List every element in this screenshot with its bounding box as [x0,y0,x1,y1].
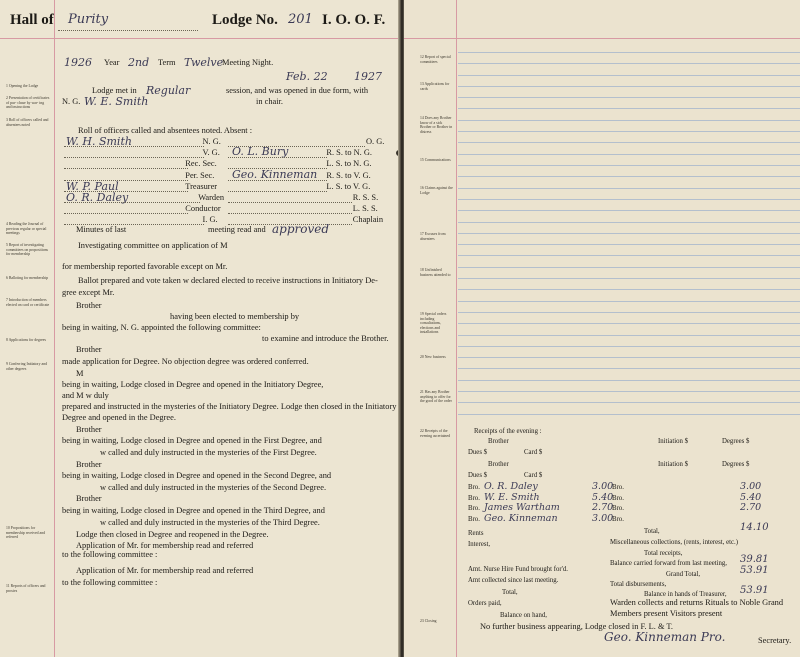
officer-label: R. S. S. [352,193,379,202]
hall-name: Purity [68,12,109,27]
total-label-left: Total, [502,589,518,596]
bro-name: O. R. Daley [484,481,538,492]
proceedings-line: Application of Mr. for membership read and referred [76,541,254,550]
proceedings-line: and M w duly [62,391,109,400]
ruled-line [458,108,800,109]
ruled-line [458,414,800,415]
proceedings-line: made application for Degree. No objection degree was ordered conferred. [62,357,309,366]
proceedings-line: Brother [76,460,102,469]
proceedings-line: Application of Mr. for membership read and referred [76,566,254,575]
ruled-line [458,335,800,336]
officer-label: Rec. Sec. [185,159,217,169]
officer-label: Per. Sec. [185,170,215,180]
bro-label: Bro. [468,494,480,502]
margin-note-6: 6 Balloting for membership [6,276,49,280]
ruled-line [458,75,800,76]
ruled-line [458,312,800,313]
ruled-line [458,368,800,369]
ruled-line [458,380,800,381]
ruled-line [458,165,800,166]
bro-label-right: Bro. [612,515,624,523]
margin-note: 19 Special orders including consultations, elections and installations [420,312,447,335]
margin-note: 23 Closing [420,619,437,623]
year-label: Year [104,58,120,67]
margin-note: 18 Unfinished business attended to [420,268,451,277]
bro-label-right: Bro. [612,505,624,512]
officer-value: O. R. Daley [66,191,129,204]
balance-from-value: 39.81 [740,554,769,565]
bro-right-amount: 2.70 [740,502,762,513]
officer-line [64,168,188,169]
session-text: session, and was opened in due form, with [226,86,369,95]
dues-label: Dues $ [468,449,488,456]
ruled-line [458,323,800,324]
ruled-line [458,233,800,234]
officer-label: V. G. [202,148,220,158]
ruled-line [458,176,800,177]
bro-amount: 3.00 [592,481,614,492]
ruled-line [458,210,800,211]
dues-label: Dues $ [468,472,488,479]
proceedings-line: Lodge then closed in Degree and reopened in the Degree. [76,530,269,539]
ruled-line [458,278,800,279]
ruled-line [458,188,800,189]
in-chair: in chair. [256,97,283,106]
bro-label: Bro. [468,515,480,523]
ruled-line [458,120,800,121]
secretary-signature: Geo. Kinneman Pro. [604,630,726,644]
hall-line [58,30,198,31]
officer-line [64,202,200,203]
receipts-title: Receipts of the evening : [474,428,542,435]
margin-note-11: 11 Reports of officers and proxies [6,584,46,593]
officer-label: Treasurer [185,181,218,191]
proceedings-line: Brother [76,301,102,310]
balance-from-label: Balance carried forward from last meeting, [610,560,728,567]
margin-note: 13 Applications for cards [420,82,450,91]
initiation-label: Initiation $ [658,461,689,468]
proceedings-line: M [76,369,84,378]
proceedings-line: for membership reported favorable except on Mr. [62,262,228,271]
ruled-line [458,346,800,347]
ruled-line [458,402,800,403]
officer-value: W. P. Paul [66,179,119,193]
margin-note: 22 Receipts of the evening ascertained [420,429,451,438]
officer-label: L. S. S. [352,204,378,214]
officer-value: O. L. Bury [232,145,289,159]
meeting-year: 1927 [354,70,382,83]
header-rule-right [404,38,800,39]
ruled-line [458,97,800,98]
lodge-label: Lodge No. [212,12,278,28]
proceedings-line: w called and duly instructed in the mysteries of the Third Degree. [100,518,320,527]
balance-on-hand-label: Balance on hand, [500,612,547,619]
margin-note: 14 Does any Brother know of a sick Brother or Brother in distress [420,116,453,134]
bro-amount: 3.00 [592,512,614,524]
margin-note-3: 3 Roll of officers called and absentees noted [6,118,49,127]
bro-amount: 2.70 [592,502,614,513]
margin-note: 12 Report of special committees [420,55,451,64]
officer-label: Chaplain [352,215,384,225]
proceedings-line: Ballot prepared and vote taken w declared elected to receive instructions in Initiatory De- [78,276,378,285]
officer-label: Conductor [185,204,221,214]
ruled-line [458,52,800,53]
bro-amount: 5.40 [592,491,614,503]
margin-note: 21 Has any Brother anything to offer for the good of the order [420,390,452,404]
ruled-line [458,63,800,64]
ruled-line [458,244,800,245]
total-disbursements-label: Total disbursements, [610,581,667,588]
meeting-label: Meeting Night. [222,58,274,67]
officer-line [228,213,352,214]
bro-right-amount: 5.40 [740,491,762,503]
proceedings-line: being in waiting, Lodge closed in Degree and opened in the First Degree, and [62,436,322,445]
secretary-label: Secretary. [758,636,792,645]
proceedings-line: Brother [76,425,102,434]
ruled-line [458,255,800,256]
total-receipts-label: Total receipts, [644,550,683,557]
officer-label: I. G. [202,215,218,225]
margin-note: 17 Excuses from absentees [420,232,446,241]
proceedings-line: having been elected to membership by [170,312,300,321]
officer-label: Warden [198,193,225,202]
margin-note: 20 New business [420,355,446,359]
proceedings-line: being in waiting, Lodge closed in Degree and opened in the Initiatory Degree, [62,380,324,389]
ruled-line [458,267,800,268]
ruled-line [458,289,800,290]
members-present: Members present Visitors present [610,609,723,618]
officer-line [228,157,327,158]
margin-note-5: 5 Report of investigating committees on propositions for membership [6,243,48,257]
officer-value: W. H. Smith [66,135,132,148]
proceedings-line: Degree and opened in the Degree. [62,413,176,422]
proceedings-line: prepared and instructed in the mysteries of the Initiatory Degree. Lodge then closed in the Initiatory [62,402,397,411]
officer-value: Geo. Kinneman [232,167,318,181]
met-in-label: Lodge met in [92,86,137,95]
margin-rule-right [456,0,457,657]
bro-right-amount: 3.00 [740,481,762,492]
collected-label: Amt collected since last meeting. [468,577,559,584]
card-label: Card $ [524,449,543,456]
bro-label: Bro. [468,505,480,512]
minutes-text: Minutes of last [76,225,127,234]
margin-note-10: 10 Propositions for membership received and referred [6,526,46,540]
minutes-status: approved [272,222,330,236]
hall-label: Hall of [10,12,54,28]
proceedings-line: Brother [76,345,102,354]
met-in-value: Regular [146,84,191,97]
margin-note-9: 9 Conferring Initiatory and other degrees [6,362,48,371]
bro-label-right: Bro. [612,484,624,491]
officer-label: L. S. to V. G. [326,181,371,191]
bro-label: Bro. [468,484,480,491]
initiation-label: Initiation $ [658,438,689,445]
bro-name: James Wartham [484,502,560,513]
order-label: I. O. O. F. [322,12,386,28]
proceedings-line: being in waiting, N. G. appointed the following committee: [62,323,261,332]
proceedings-line: w called and duly instructed in the mysteries of the First Degree. [100,448,317,457]
proceedings-line: gree except Mr. [62,288,115,297]
proceedings-line: being in waiting, Lodge closed in Degree and opened in the Second Degree, and [62,471,332,480]
bro-name: Geo. Kinneman [484,512,558,524]
grand-total-value: 53.91 [740,565,769,576]
ruled-line [458,86,800,87]
officer-line [228,180,327,181]
warden-returns: Warden collects and returns Rituals to Noble Grand [610,598,784,607]
officer-line [228,202,352,203]
header-rule [0,38,400,39]
closing-text: No further business appearing, Lodge closed in F. L. & T. [480,622,673,631]
lodge-number: 201 [288,12,313,27]
card-label: Card $ [524,472,543,479]
ruled-line [458,301,800,302]
officer-label: N. G. [202,137,221,146]
officer-label: O. G. [366,137,385,146]
proceedings-line: to examine and introduce the Brother. [262,334,389,343]
balance-hand-value: 53.91 [740,585,769,596]
brother-label: Brother [488,461,509,468]
term-value: 2nd [128,56,150,69]
misc-label: Miscellaneous collections, (rents, interest, etc.) [610,539,738,546]
margin-note-1: 1 Opening the Lodge [6,84,39,88]
orders-paid-label: Orders paid, [468,600,502,607]
minutes-read: meeting read and [208,225,266,234]
officer-line [228,191,327,192]
proceedings-line: w called and duly instructed in the mysteries of the Second Degree. [100,483,327,492]
rents-label: Rents [468,530,484,537]
ruled-line [458,142,800,143]
margin-note-4: 4 Reading the Journal of previous regular or special meetings [6,222,47,236]
meeting-value: Twelve [184,56,224,69]
ruled-line [458,199,800,200]
balance-hand-label: Balance in hands of Treasurer, [644,591,727,598]
margin-note: 15 Communications [420,158,451,162]
officer-label: R. S. to V. G. [326,170,371,180]
margin-note-8: 8 Applications for degrees [6,338,46,342]
degrees-label: Degrees $ [722,438,750,445]
ruled-line [458,357,800,358]
interest-label: Interest, [468,541,491,548]
bro-name: W. E. Smith [484,491,540,503]
nurse-label: Amt. Nurse Hire Fund brought for'd. [468,566,568,573]
ruled-line [458,131,800,132]
officer-line [64,157,204,158]
officer-label: L. S. to N. G. [326,159,372,169]
margin-note-7: 7 Introduction of members elected on card or certificate [6,298,50,307]
bro-label-right: Bro. [612,494,624,502]
officer-line [64,146,204,147]
proceedings-line: Investigating committee on application of M [78,241,228,250]
proceedings-line: to the following committee : [62,550,158,559]
meeting-date: Feb. 22 [286,70,328,83]
ng-name: W. E. Smith [84,95,149,108]
proceedings-line: Brother [76,494,102,503]
proceedings-line: to the following committee : [62,578,158,587]
total-label: Total, [644,528,660,535]
year-value: 1926 [64,56,92,69]
margin-rule [54,0,55,657]
margin-note: 16 Claims against the Lodge [420,186,453,195]
right-page [404,0,800,657]
total-value: 14.10 [740,522,769,533]
term-label: Term [158,58,176,67]
margin-note-2: 2 Presentation of certificates of pur- chase by war- ing and instructions [6,96,50,110]
officer-label: R. S. to N. G. [326,148,372,158]
proceedings-line: being in waiting, Lodge closed in Degree and opened in the Third Degree, and [62,506,325,515]
brother-label: Brother [488,438,509,445]
grand-total-label: Grand Total, [666,571,701,578]
ruled-line [458,154,800,155]
ruled-line [458,391,800,392]
officer-line [64,213,188,214]
roll-call-intro: Roll of officers called and absentees noted. Absent : [78,126,253,135]
degrees-label: Degrees $ [722,461,750,468]
ng-label: N. G. [62,97,81,106]
ruled-line [458,222,800,223]
